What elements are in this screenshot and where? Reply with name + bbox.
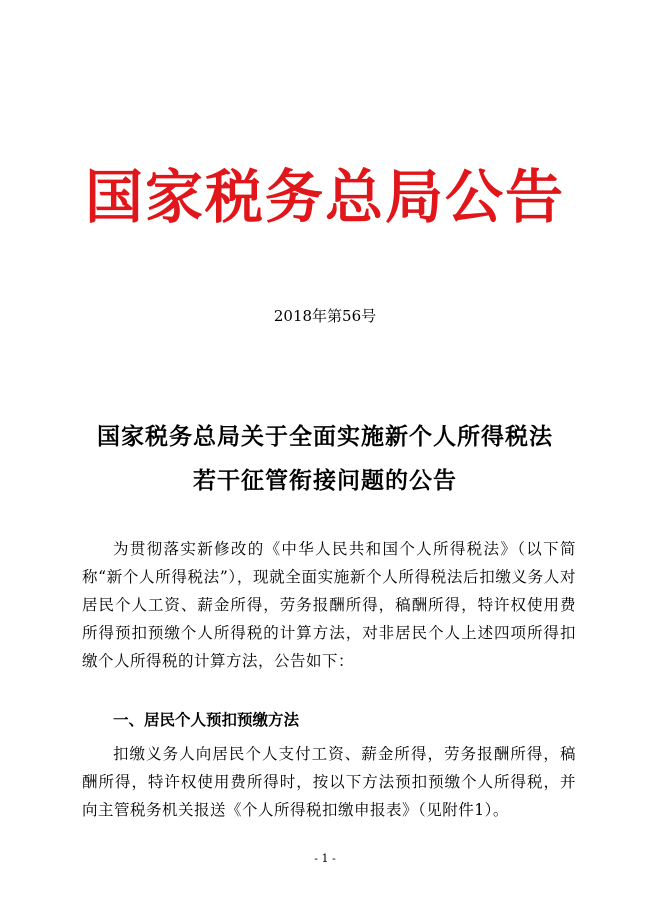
notice-title-line-1: 国家税务总局关于全面实施新个人所得税法: [97, 423, 553, 450]
notice-title-line-2: 若干征管衔接问题的公告: [193, 467, 457, 494]
masthead-title: 国家税务总局公告: [84, 163, 565, 231]
page-number: - 1 -: [314, 852, 336, 865]
section-heading-1: 一、居民个人预扣预缴方法: [113, 711, 300, 729]
document-number: 2018年第56号: [273, 307, 377, 325]
intro-paragraph: 为贯彻落实新修改的《中华人民共和国个人所得税法》（以下简称“新个人所得税法”），现就全面实施新个人所得税法后扣缴义务人对居民个人工资、薪金所得，劳务报酬所得，稿酬所得，特许权使用费所得预扣预缴个人所得税的计算方法，对非居民个人上述四项所得扣缴个人所得税的计算方法，公告如下：: [82, 540, 576, 670]
section-1-paragraph: 扣缴义务人向居民个人支付工资、薪金所得，劳务报酬所得，稿酬所得，特许权使用费所得时，按以下方法预扣预缴个人所得税，并向主管税务机关报送《个人所得税扣缴申报表》（见附件1）。: [82, 745, 576, 819]
